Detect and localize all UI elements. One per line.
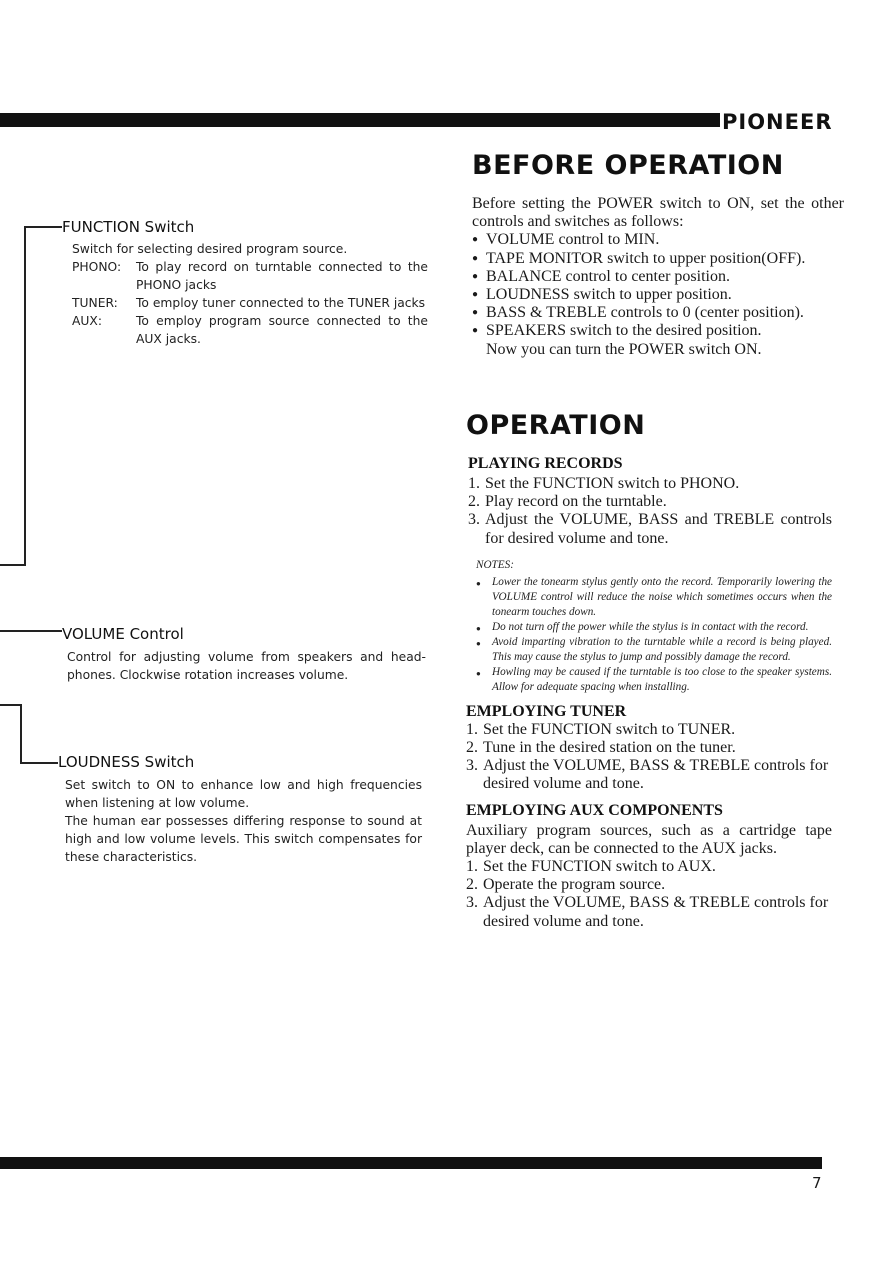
employing-aux-intro: Auxiliary program sources, such as a cartridge tape player deck, can be connected to the AUX jacks. bbox=[466, 821, 832, 857]
list-item: ● VOLUME control to MIN. bbox=[472, 231, 844, 249]
footer-rule bbox=[0, 1157, 822, 1169]
step-text: Play record on the turntable. bbox=[485, 493, 667, 511]
volume-connector bbox=[0, 630, 62, 632]
step-text: Operate the program source. bbox=[483, 876, 666, 894]
list-item: ● LOUDNESS switch to upper position. bbox=[472, 286, 844, 304]
notes-label: NOTES: bbox=[476, 558, 514, 571]
function-bracket-top bbox=[24, 226, 62, 228]
employing-tuner-title: EMPLOYING TUNER bbox=[466, 702, 627, 720]
employing-tuner-steps bbox=[466, 721, 832, 794]
step-text: Adjust the VOLUME, BASS and TREBLE controls for desired volume and tone. bbox=[485, 511, 832, 547]
function-switch-body bbox=[72, 240, 428, 348]
list-item: ● BALANCE control to center position. bbox=[472, 268, 844, 286]
list-item: 1. Set the FUNCTION switch to PHONO. bbox=[468, 475, 740, 492]
function-item bbox=[72, 258, 428, 294]
function-desc: To employ program source connected to the AUX jacks. bbox=[136, 314, 428, 346]
list-item: 2. Operate the program source. bbox=[466, 876, 666, 894]
volume-control-title: VOLUME Control bbox=[62, 625, 184, 643]
function-switch-intro: Switch for selecting desired program source. bbox=[72, 242, 348, 256]
function-term: TUNER: bbox=[72, 296, 118, 310]
loudness-text-2: The human ear possesses differing response to sound at high and low volume levels. This switch compensates for these characteristics. bbox=[65, 814, 422, 864]
step-text: Tune in the desired station on the tuner. bbox=[483, 739, 736, 757]
step-text: Adjust the VOLUME, BASS & TREBLE controls for desired volume and tone. bbox=[483, 757, 829, 793]
function-switch-section bbox=[62, 218, 428, 348]
employing-aux-steps bbox=[466, 858, 832, 931]
before-operation-intro: Before setting the POWER switch to ON, set the other controls and switches as follows: bbox=[472, 195, 844, 231]
brand-logo: PIONEER bbox=[722, 110, 833, 134]
before-operation-list bbox=[472, 231, 844, 340]
list-item: ● SPEAKERS switch to the desired position. bbox=[472, 322, 844, 340]
loudness-bracket-top bbox=[0, 704, 22, 706]
loudness-bracket-side bbox=[20, 704, 22, 764]
function-term: AUX: bbox=[72, 314, 102, 328]
step-text: Set the FUNCTION switch to PHONO. bbox=[485, 475, 740, 492]
list-item: 2. Tune in the desired station on the tuner. bbox=[466, 739, 736, 757]
list-item: ● BASS & TREBLE controls to 0 (center position). bbox=[472, 304, 844, 322]
function-item bbox=[72, 312, 428, 348]
header-rule bbox=[0, 113, 720, 127]
function-term: PHONO: bbox=[72, 260, 122, 274]
list-item: ● TAPE MONITOR switch to upper position(OFF). bbox=[472, 250, 844, 268]
function-switch-title: FUNCTION Switch bbox=[62, 218, 195, 236]
operation-title: OPERATION bbox=[466, 410, 646, 441]
loudness-bracket-bottom bbox=[20, 762, 58, 764]
loudness-switch-text bbox=[65, 776, 422, 866]
volume-control-text: Control for adjusting volume from speakers and head-phones. Clockwise rotation increases volume. bbox=[67, 650, 426, 682]
function-bracket-side bbox=[24, 226, 26, 566]
before-operation-closing: Now you can turn the POWER switch ON. bbox=[486, 340, 762, 358]
list-item: ● Lower the tonearm stylus gently onto the record. Temporarily lowering the VOLUME control will reduce the noise which sometimes occurs when the tonearm touches down. bbox=[476, 575, 832, 620]
notes-list bbox=[476, 575, 832, 695]
list-item: 1. Set the FUNCTION switch to TUNER. bbox=[466, 720, 736, 738]
function-desc: To employ tuner connected to the TUNER jacks bbox=[136, 296, 426, 310]
function-item bbox=[72, 294, 428, 312]
loudness-switch-section bbox=[58, 753, 422, 866]
volume-control-section bbox=[62, 625, 426, 684]
notes-block bbox=[476, 558, 832, 695]
step-text: Set the FUNCTION switch to TUNER. bbox=[483, 720, 736, 738]
list-item: 3. Adjust the VOLUME, BASS & TREBLE controls for desired volume and tone. bbox=[466, 894, 832, 930]
operation-section bbox=[466, 410, 832, 931]
list-item: 3. Adjust the VOLUME, BASS & TREBLE controls for desired volume and tone. bbox=[466, 757, 832, 793]
list-item: ● Avoid imparting vibration to the turntable while a record is being played. This may cause the stylus to jump and possibly damage the record. bbox=[476, 635, 832, 665]
list-item: ● Howling may be caused if the turntable is too close to the speaker systems. Allow for adequate spacing when installing. bbox=[476, 665, 832, 695]
list-item: 2. Play record on the turntable. bbox=[468, 493, 667, 511]
step-text: Set the FUNCTION switch to AUX. bbox=[483, 858, 716, 876]
before-operation-title: BEFORE OPERATION bbox=[472, 150, 784, 181]
page-number: 7 bbox=[812, 1174, 822, 1192]
loudness-text-1: Set switch to ON to enhance low and high frequencies when listening at low volume. bbox=[65, 778, 422, 810]
playing-records-steps bbox=[468, 475, 832, 548]
step-text: Adjust the VOLUME, BASS & TREBLE controls for desired volume and tone. bbox=[483, 894, 829, 930]
employing-aux-title: EMPLOYING AUX COMPONENTS bbox=[466, 801, 723, 819]
function-desc: To play record on turntable connected to the PHONO jacks bbox=[136, 260, 428, 292]
playing-records-title: PLAYING RECORDS bbox=[468, 455, 623, 472]
function-bracket-bottom bbox=[0, 564, 26, 566]
loudness-switch-title: LOUDNESS Switch bbox=[58, 753, 195, 771]
list-item: ● Do not turn off the power while the stylus is in contact with the record. bbox=[476, 620, 832, 635]
list-item: 3. Adjust the VOLUME, BASS and TREBLE controls for desired volume and tone. bbox=[468, 511, 832, 547]
before-operation-body bbox=[472, 195, 844, 359]
before-operation-section bbox=[472, 150, 844, 359]
list-item: 1. Set the FUNCTION switch to AUX. bbox=[466, 858, 716, 876]
